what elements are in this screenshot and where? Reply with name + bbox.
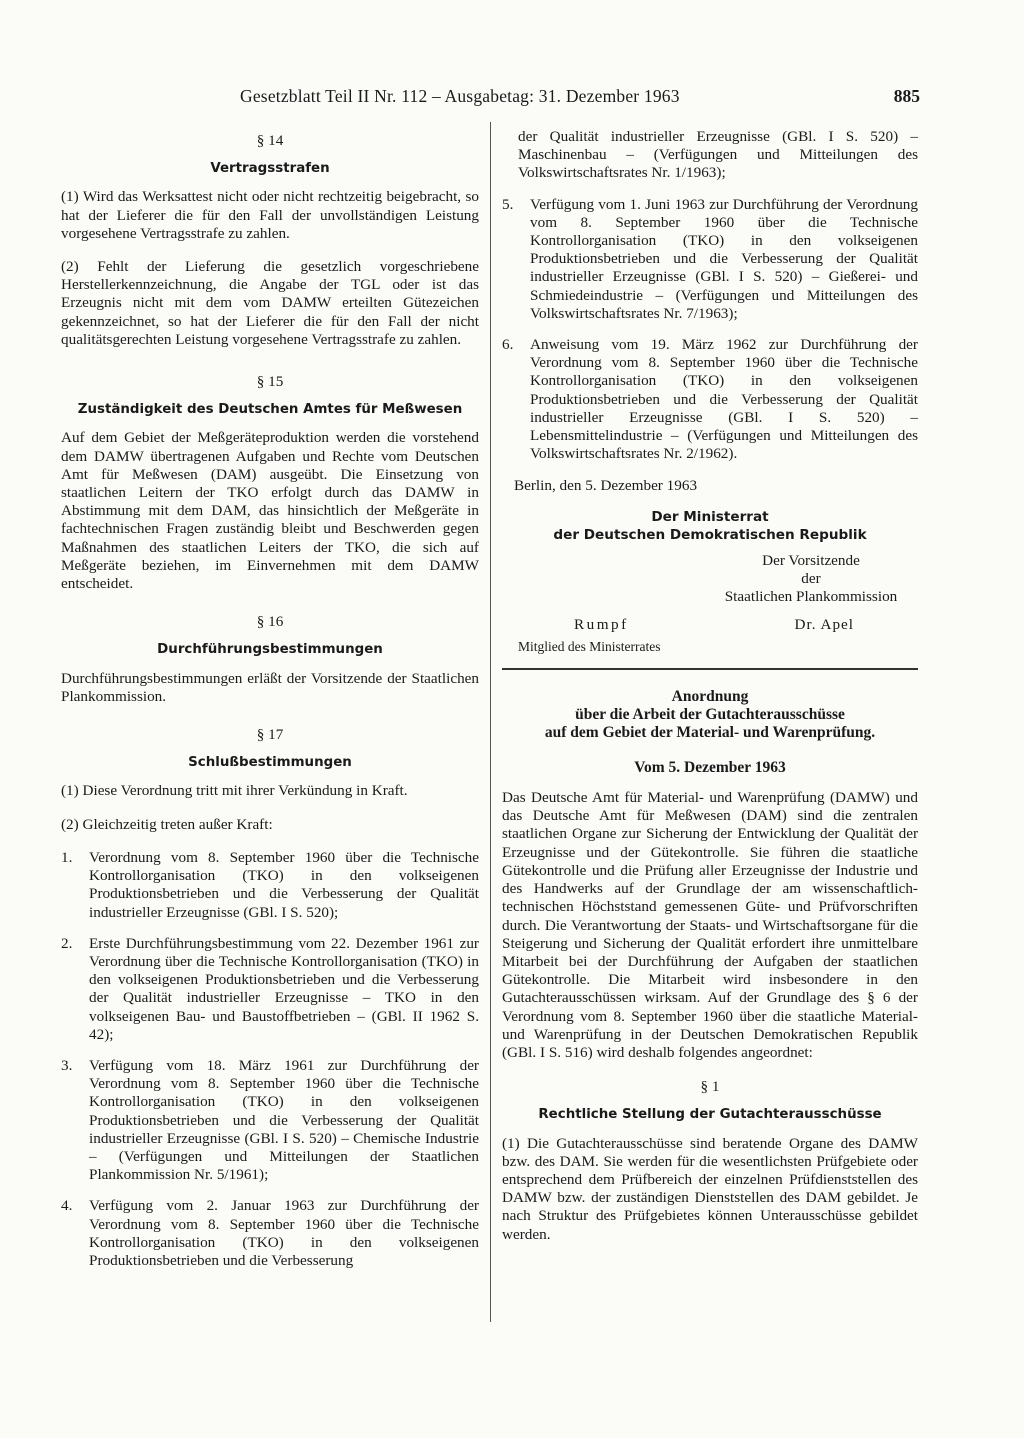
section-17-paragraph-2: (2) Gleichzeitig treten außer Kraft: xyxy=(61,815,273,833)
right-column xyxy=(502,128,918,1259)
section-1-heading: § 1 xyxy=(700,1078,720,1096)
repealed-list-right xyxy=(502,196,918,464)
ordinance-preamble: Das Deutsche Amt für Material- und Warenprüfung (DAMW) und das Deutsche Amt für Meßwesen (DAM) sind die zentralen staatlichen Organe zur Sicherung der Entwicklung der Qualität der Erzeugnisse und der Gütekontrolle. Sie führen die staatliche Gütekontrolle und die Prüfung aller Erzeugnisse der Industrie und des Handwerks auf der Grundlage der am wissenschaftlich-technischen Höchststand gemessenen Güte- und Prüfvorschriften durch. Die Verantwortung der Staats- und Wirtschaftsorgane für die Steigerung und Sicherung der Qualität erfordert ihre unmittelbare Mitarbeit bei der Durchführung der Aufgaben der staatlichen Gütekontrolle. Die Mitarbeit wird insbesondere in den Gutachterausschüssen wirksam. Auf der Grundlage des § 6 der Verordnung vom 8. September 1960 über die staatliche Material- und Warenprüfung in der Deutschen Demokratischen Republik (GBl. I S. 516) wird deshalb folgendes angeordnet: xyxy=(502,789,918,1061)
list-item-text: Erste Durchführungsbestimmung vom 22. Dezember 1961 zur Verordnung über die Technische Kontrollorganisation (TKO) in den volkseigenen Produktionsbetrieben und die Verbesserung der Qualität industrieller Erzeugnisse – TKO in den volkseigenen Bau- und Baustoffbetrieben – (GBl. II 1962 S. 42); xyxy=(89,934,479,1043)
list-item-number: 4. xyxy=(61,1197,73,1215)
council-line-2: der Deutschen Demokratischen Republik xyxy=(553,526,867,543)
section-14-title: Vertragsstrafen xyxy=(210,161,330,177)
chairman-title-line-3: Staatlichen Plankommission xyxy=(724,587,898,605)
list-item-number: 2. xyxy=(61,934,73,952)
list-item-text: Verfügung vom 1. Juni 1963 zur Durchführung der Verordnung vom 8. September 1960 über die Technische Kontrollorganisation (TKO) in den volkseigenen Produktionsbetrieben und die Verbesserung der Qualität industrieller Erzeugnisse (GBl. I S. 520) – Gießerei- und Schmiedeindustrie – (Verfügungen und Mitteilungen des Volkswirtschaftsrates Nr. 7/1963); xyxy=(530,195,918,322)
list-item-number: 1. xyxy=(61,848,73,866)
chairman-title-line-2: der xyxy=(801,569,821,587)
section-17-heading: § 17 xyxy=(256,726,284,744)
section-15-heading: § 15 xyxy=(256,373,284,391)
list-item-number: 3. xyxy=(61,1056,73,1074)
list-item-number: 5. xyxy=(502,195,514,213)
signatory-name-right: Dr. Apel xyxy=(794,615,854,633)
section-14-heading: § 14 xyxy=(256,132,284,149)
section-17-title: Schlußbestimmungen xyxy=(188,755,352,771)
chairman-title-line-1: Der Vorsitzende xyxy=(762,551,860,569)
page-number: 885 xyxy=(893,86,920,106)
ordinance-title xyxy=(502,688,918,743)
place-and-date: Berlin, den 5. Dezember 1963 xyxy=(514,477,698,495)
list-item-4-continuation: der Qualität industrieller Erzeugnisse (GBl. I S. 520) – Maschinenbau – (Verfügungen und Mitteilungen des Volkswirtschaftsrates Nr. 1/1963); xyxy=(518,128,918,182)
list-item xyxy=(61,1057,479,1184)
section-16-heading: § 16 xyxy=(256,613,284,631)
ordinance-title-line-3: auf dem Gebiet der Material- und Warenprüfung. xyxy=(544,724,876,742)
ordinance-date: Vom 5. Dezember 1963 xyxy=(634,758,786,776)
section-1-title: Rechtliche Stellung der Gutachterausschüsse xyxy=(538,1107,882,1123)
list-item-text: Verordnung vom 8. September 1960 über die Technische Kontrollorganisation (TKO) in den volkseigenen Produktionsbetrieben und die Verbesserung der Qualität industrieller Erzeugnisse (GBl. I S. 520); xyxy=(89,848,479,921)
section-15-title: Zuständigkeit des Deutschen Amtes für Meßwesen xyxy=(77,402,463,418)
page-header xyxy=(60,86,920,116)
list-item-text: Anweisung vom 19. März 1962 zur Durchführung der Verordnung vom 8. September 1960 über die Technische Kontrollorganisation (TKO) in den volkseigenen Produktionsbetrieben und die Verbesserung der Qualität industrieller Erzeugnisse (GBl. I S. 520) – Lebensmittelindustrie – (Verfügungen und Mitteilungen des Volkswirtschaftsrates Nr. 2/1962). xyxy=(530,336,918,463)
section-divider xyxy=(502,668,918,670)
signatory-name-left: Rumpf xyxy=(574,615,629,633)
section-17-paragraph-1: (1) Diese Verordnung tritt mit ihrer Verkündung in Kraft. xyxy=(61,782,408,800)
list-item xyxy=(502,336,918,463)
section-14-paragraph-2: (2) Fehlt der Lieferung die gesetzlich vorgeschriebene Herstellerkennzeichnung, die Angabe der TGL oder ist das Erzeugnis nicht mit dem vom DAMW erteilten Gütezeichen gekennzeichnet, so hat der Lieferer die für den Fall der nicht qualitätsgerechten Leistung vorgesehene Vertragsstrafe zu zahlen. xyxy=(61,258,479,348)
chairman-title xyxy=(706,552,916,606)
section-16-paragraph: Durchführungsbestimmungen erläßt der Vorsitzende der Staatlichen Plankommission. xyxy=(61,669,479,705)
repealed-list-left xyxy=(61,849,479,1270)
list-item xyxy=(61,935,479,1044)
section-16-title: Durchführungsbestimmungen xyxy=(157,642,383,658)
signature-block xyxy=(502,551,918,654)
ordinance-title-line-2: über die Arbeit der Gutachterausschüsse xyxy=(575,706,845,724)
list-item xyxy=(502,196,918,323)
list-item-number: 6. xyxy=(502,336,514,354)
section-1-paragraph: (1) Die Gutachterausschüsse sind beratende Organe des DAMW bzw. des DAM. Sie werden für die wesentlichsten Prüfgebiete oder entsprechend dem Prüfbereich der einzelnen Prüfdienststellen des DAMW bzw. der zuständigen Dienststellen des DAM gebildet. Je nach Struktur des Prüfgebietes können Unterausschüsse gebildet werden. xyxy=(502,1134,918,1243)
ordinance-title-line-1: Anordnung xyxy=(671,687,749,705)
header-title: Gesetzblatt Teil II Nr. 112 – Ausgabetag: 31. Dezember 1963 xyxy=(240,86,680,106)
signatory-role-left: Mitglied des Ministerrates xyxy=(518,638,661,654)
section-14-paragraph-1: (1) Wird das Werksattest nicht oder nicht rechtzeitig beigebracht, so hat der Lieferer die für den Fall der unvollständigen Leistung vorgesehene Vertragsstrafe zu zahlen. xyxy=(61,188,479,242)
column-divider xyxy=(490,122,491,1322)
list-item xyxy=(61,1197,479,1270)
section-15-paragraph: Auf dem Gebiet der Meßgeräteproduktion werden die vorstehend dem DAMW übertragenen Aufgaben und Rechte vom Deutschen Amt für Meßwesen (DAM) ausgeübt. Die Einsetzung von staatlichen Leitern der TKO erfolgt durch das DAMW in Abstimmung mit dem DAM, das hinsichtlich der Meßgeräte in fachtechnischen Fragen zuständig bleibt und Beschwerden gegen Maßnahmen des staatlichen Leiters der TKO, die sich auf Meßgeräte beziehen, im Einvernehmen mit dem DAMW entscheidet. xyxy=(61,429,479,593)
list-item-text: Verfügung vom 2. Januar 1963 zur Durchführung der Verordnung vom 8. September 1960 über die Technische Kontrollorganisation (TKO) in den volkseigenen Produktionsbetrieben und die Verbesserung xyxy=(89,1197,479,1269)
list-item xyxy=(61,849,479,922)
left-column xyxy=(61,128,479,1283)
council-line-1: Der Ministerrat xyxy=(651,508,769,525)
list-item-text: Verfügung vom 18. März 1961 zur Durchführung der Verordnung vom 8. September 1960 über die Technische Kontrollorganisation (TKO) in den volkseigenen Produktionsbetrieben und die Verbesserung der Qualität industrieller Erzeugnisse (GBl. I S. 520) – Chemische Industrie – (Verfügungen und Mitteilungen der Staatlichen Plankommission Nr. 5/1961); xyxy=(89,1056,479,1184)
